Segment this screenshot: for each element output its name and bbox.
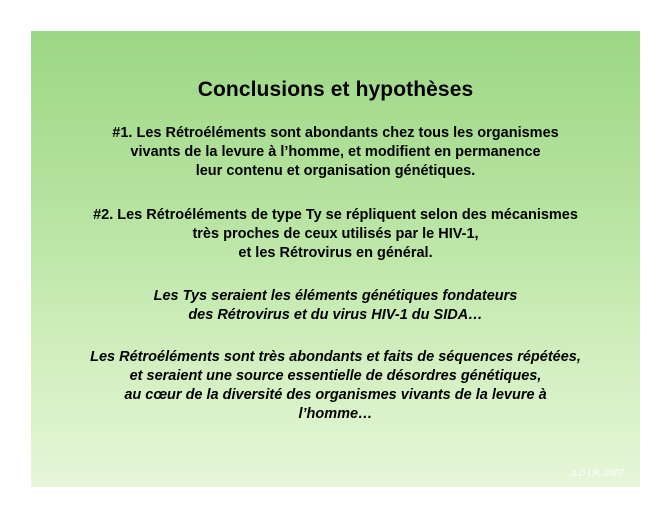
conclusion-1 [31, 124, 640, 181]
conclusion-1-line-3: leur contenu et organisation génétiques. [195, 163, 476, 179]
conclusion-2-line-1: #2. Les Rétroéléments de type Ty se répliquent selon des mécanismes [93, 207, 578, 223]
hypothesis-2-line-1: Les Rétroéléments sont très abondants et faits de séquences répétées, [90, 349, 581, 365]
hypothesis-2-line-3: au cœur de la diversité des organismes vivants de la levure à [124, 387, 547, 403]
conclusion-2 [31, 206, 640, 263]
conclusion-1-line-1: #1. Les Rétroéléments sont abondants chez tous les organismes [112, 125, 559, 141]
hypothesis-2-line-4: l’homme… [298, 406, 373, 422]
hypothesis-2 [31, 348, 640, 424]
slide [31, 31, 640, 487]
footer-credit: JLD LR, 2007 [568, 468, 624, 478]
hypothesis-2-line-2: et seraient une source essentielle de désordres génétiques, [129, 368, 542, 384]
slide-title: Conclusions et hypothèses [197, 78, 474, 101]
hypothesis-1-line-1: Les Tys seraient les éléments génétiques fondateurs [153, 288, 518, 304]
conclusion-1-line-2: vivants de la levure à l’homme, et modifient en permanence [130, 144, 541, 160]
hypothesis-1 [31, 287, 640, 325]
conclusion-2-line-3: et les Rétrovirus en général. [238, 245, 433, 261]
hypothesis-1-line-2: des Rétrovirus et du virus HIV-1 du SIDA… [188, 307, 483, 323]
conclusion-2-line-2: très proches de ceux utilisés par le HIV-1, [192, 226, 479, 242]
